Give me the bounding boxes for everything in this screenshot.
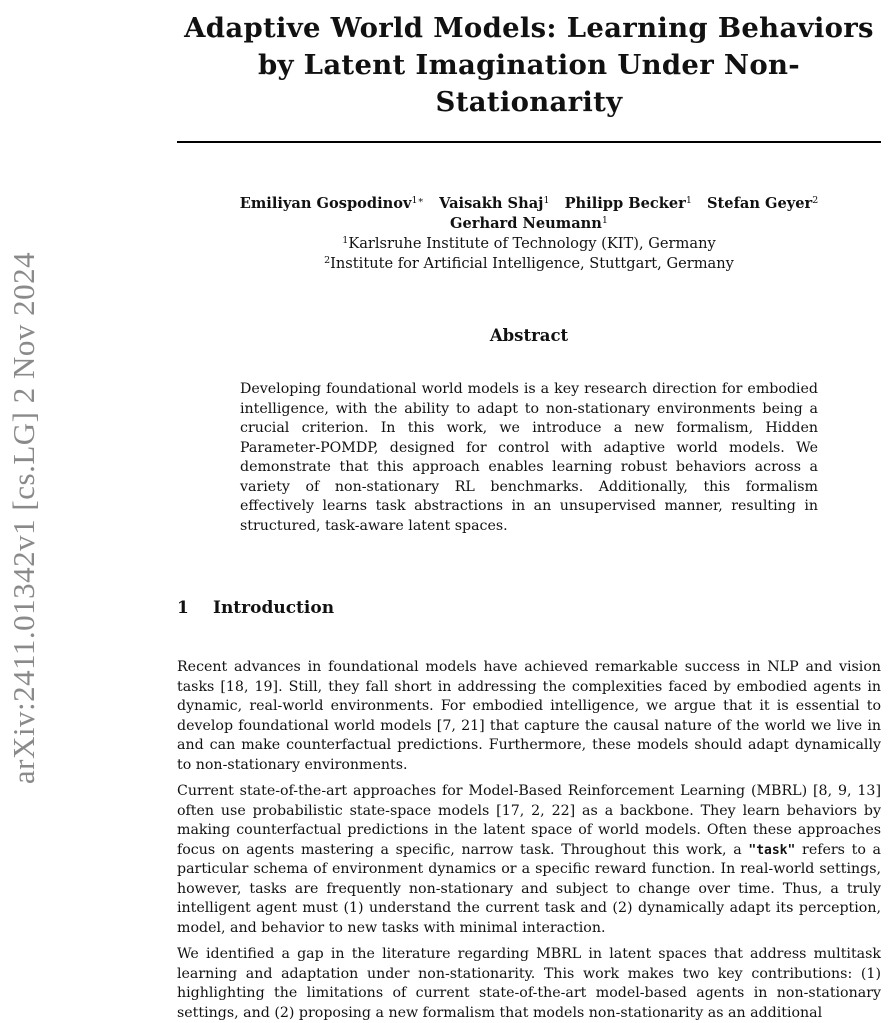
- paragraph-text: refers to a particular schema of environment dynamics or a specific reward function. In real-world settings, however, tasks are frequently non-stationary and subject to change over time. Thus, a truly intelligent agent must (1) understand the current task and (2) dynamically adapt its perception, model, and behavior to new tasks with minimal interaction.: [177, 841, 882, 936]
- author-name: Philipp Becker: [564, 195, 686, 212]
- author-affiliation-mark: 1: [543, 195, 550, 206]
- author-affiliation-mark: 1: [685, 195, 692, 206]
- affiliation-mark: 2: [324, 255, 331, 266]
- title-line-1: Adaptive World Models: Learning Behaviors: [184, 12, 874, 44]
- arxiv-identifier: [0, 215, 48, 820]
- paragraph-text: Current state-of-the-art approaches for Model-Based Reinforcement Learning (MBRL) [8, 9, 13] often use probabilistic state-space models [17, 2, 22] as a backbone. They learn behaviors by making counterfactual predictions in the latent space of world models. Often these approaches focus on agents mastering a specific, narrow task. Throughout this work, a: [177, 783, 881, 858]
- abstract-text: Developing foundational world models is a key research direction for embodied intelligence, with the ability to adapt to non-stationary environments being a crucial criterion. In this work, we introduce a new formalism, Hidden Parameter-POMDP, designed for control with adaptive world models. We demonstrate that this approach enables learning robust behaviors across a variety of non-stationary RL benchmarks. Additionally, this formalism effectively learns task abstractions in an unsupervised manner, resulting in structured, task-aware latent spaces.: [240, 381, 818, 534]
- author-name: Stefan Geyer: [707, 195, 813, 212]
- affiliation-mark: 1: [342, 235, 349, 246]
- author: [450, 215, 608, 232]
- author: [565, 195, 692, 212]
- abstract-heading: Abstract: [489, 326, 569, 345]
- arxiv-identifier-text: arXiv:2411.01342v1 [cs.LG] 2 Nov 2024: [6, 251, 42, 784]
- task-keyword: "task": [748, 842, 796, 858]
- section-heading: [177, 598, 881, 618]
- author-name: Gerhard Neumann: [450, 215, 602, 232]
- intro-paragraph-1: Recent advances in foundational models have achieved remarkable success in NLP and vision tasks [18, 19]. Still, they fall short in addressing the complexities faced by embodied agents in dynamic, real-world environments. For embodied intelligence, we argue that it is essential to develop foundational world models [7, 21] that capture the causal nature of the world we live in and can make counterfactual predictions. Furthermore, these models should adapt dynamically to non-stationary environments.: [177, 659, 881, 773]
- author-affiliation-mark: 1: [601, 215, 608, 226]
- author-block: [177, 194, 881, 274]
- affiliation-text: Institute for Artificial Intelligence, Stuttgart, Germany: [330, 255, 734, 272]
- section-number: 1: [177, 598, 189, 618]
- section-title: Introduction: [213, 598, 335, 618]
- affiliation: [177, 234, 881, 254]
- author-affiliation-mark: 2: [812, 195, 819, 206]
- author: [439, 195, 549, 212]
- author-line-1: [177, 194, 881, 214]
- author: [240, 195, 424, 212]
- author-line-2: [177, 214, 881, 234]
- paper-title: [177, 0, 881, 121]
- affiliation: [177, 254, 881, 274]
- paper-page: [177, 0, 881, 1023]
- author-name: Vaisakh Shaj: [439, 195, 544, 212]
- affiliation-text: Karlsruhe Institute of Technology (KIT), Germany: [348, 235, 716, 252]
- author: [707, 195, 818, 212]
- intro-paragraph-2: [177, 782, 881, 938]
- author-name: Emiliyan Gospodinov: [239, 195, 412, 212]
- title-line-2: by Latent Imagination Under Non-Stationarity: [258, 49, 800, 118]
- author-affiliation-mark: 1∗: [411, 195, 424, 206]
- title-rule: [177, 141, 881, 143]
- intro-paragraph-3: We identified a gap in the literature regarding MBRL in latent spaces that address multitask learning and adaptation under non-stationarity. This work makes two key contributions: (1) highlighting the limitations of current state-of-the-art model-based agents in non-stationary settings, and (2) proposing a new formalism that models non-stationarity as an additional: [177, 946, 881, 1021]
